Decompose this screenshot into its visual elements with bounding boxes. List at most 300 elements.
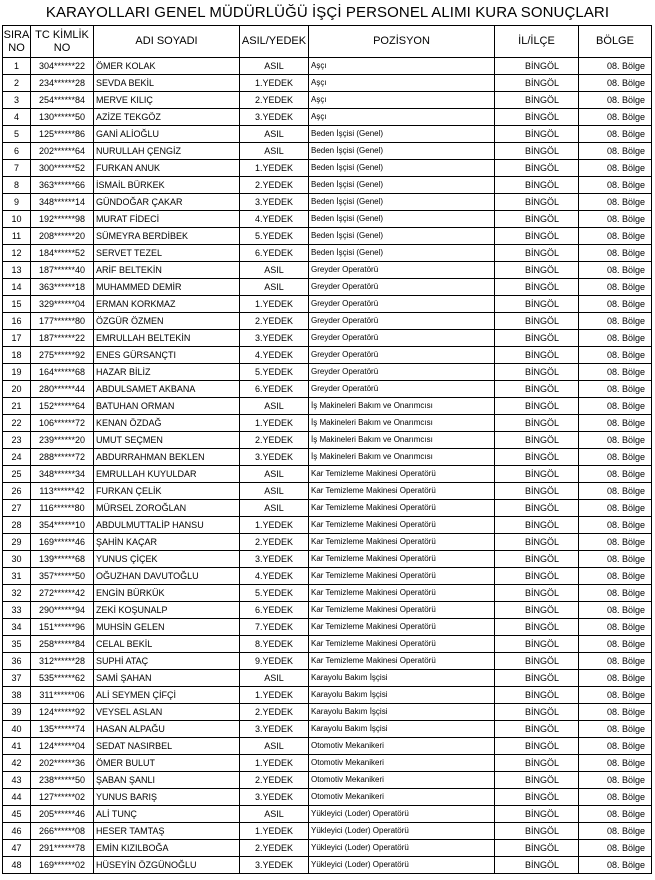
cell-pozisyon: Yükleyici (Loder) Operatörü [309,840,495,857]
cell-asil-yedek: ASIL [240,398,309,415]
cell-tc-kimlik-no: 290******94 [31,602,94,619]
table-row [3,143,652,160]
cell-il-ilce: BİNGÖL [495,364,579,381]
cell-tc-kimlik-no: 239******20 [31,432,94,449]
cell-sira-no: 24 [3,449,31,466]
cell-bolge: 08. Bölge [579,126,652,143]
cell-bolge: 08. Bölge [579,602,652,619]
cell-tc-kimlik-no: 304******22 [31,58,94,75]
cell-adi-soyadi: AZİZE TEKGÖZ [94,109,240,126]
cell-il-ilce: BİNGÖL [495,381,579,398]
cell-pozisyon: Beden İşçisi (Genel) [309,194,495,211]
cell-pozisyon: Greyder Operatörü [309,381,495,398]
cell-il-ilce: BİNGÖL [495,92,579,109]
cell-pozisyon: Yükleyici (Loder) Operatörü [309,823,495,840]
cell-asil-yedek: 4.YEDEK [240,211,309,228]
cell-bolge: 08. Bölge [579,177,652,194]
cell-tc-kimlik-no: 177******80 [31,313,94,330]
table-row [3,126,652,143]
cell-bolge: 08. Bölge [579,568,652,585]
table-row [3,653,652,670]
cell-pozisyon: Beden İşçisi (Genel) [309,126,495,143]
cell-pozisyon: Beden İşçisi (Genel) [309,211,495,228]
header-asil-yedek: ASIL/YEDEK [240,26,309,58]
cell-bolge: 08. Bölge [579,806,652,823]
table-row [3,857,652,874]
table-row [3,330,652,347]
table-row [3,279,652,296]
cell-adi-soyadi: BATUHAN ORMAN [94,398,240,415]
cell-il-ilce: BİNGÖL [495,296,579,313]
table-row [3,75,652,92]
cell-asil-yedek: 1.YEDEK [240,296,309,313]
cell-bolge: 08. Bölge [579,823,652,840]
cell-sira-no: 5 [3,126,31,143]
cell-bolge: 08. Bölge [579,398,652,415]
cell-pozisyon: Aşçı [309,109,495,126]
cell-il-ilce: BİNGÖL [495,177,579,194]
cell-tc-kimlik-no: 312******28 [31,653,94,670]
cell-bolge: 08. Bölge [579,636,652,653]
cell-pozisyon: Beden İşçisi (Genel) [309,177,495,194]
table-row [3,619,652,636]
cell-bolge: 08. Bölge [579,687,652,704]
table-row [3,364,652,381]
table-row [3,602,652,619]
cell-tc-kimlik-no: 254******84 [31,92,94,109]
cell-adi-soyadi: ARİF BELTEKİN [94,262,240,279]
table-row [3,415,652,432]
cell-pozisyon: Kar Temizleme Makinesi Operatörü [309,619,495,636]
cell-bolge: 08. Bölge [579,211,652,228]
table-row [3,704,652,721]
cell-il-ilce: BİNGÖL [495,109,579,126]
cell-tc-kimlik-no: 151******96 [31,619,94,636]
cell-pozisyon: Karayolu Bakım İşçisi [309,670,495,687]
cell-tc-kimlik-no: 106******72 [31,415,94,432]
table-row [3,381,652,398]
cell-pozisyon: İş Makineleri Bakım ve Onarımcısı [309,449,495,466]
cell-sira-no: 26 [3,483,31,500]
cell-tc-kimlik-no: 139******68 [31,551,94,568]
cell-pozisyon: İş Makineleri Bakım ve Onarımcısı [309,398,495,415]
table-row [3,789,652,806]
table-row [3,58,652,75]
cell-asil-yedek: 2.YEDEK [240,313,309,330]
cell-tc-kimlik-no: 348******34 [31,466,94,483]
cell-pozisyon: Otomotiv Mekanikeri [309,772,495,789]
cell-pozisyon: Yükleyici (Loder) Operatörü [309,806,495,823]
cell-il-ilce: BİNGÖL [495,483,579,500]
cell-pozisyon: İş Makineleri Bakım ve Onarımcısı [309,415,495,432]
cell-asil-yedek: 3.YEDEK [240,449,309,466]
cell-sira-no: 32 [3,585,31,602]
table-row [3,551,652,568]
cell-pozisyon: İş Makineleri Bakım ve Onarımcısı [309,432,495,449]
cell-asil-yedek: 3.YEDEK [240,109,309,126]
cell-bolge: 08. Bölge [579,330,652,347]
cell-bolge: 08. Bölge [579,483,652,500]
cell-asil-yedek: 2.YEDEK [240,177,309,194]
cell-bolge: 08. Bölge [579,517,652,534]
page-title: KARAYOLLARI GENEL MÜDÜRLÜĞÜ İŞÇİ PERSONEL ALIMI KURA SONUÇLARI [45,4,610,21]
cell-sira-no: 13 [3,262,31,279]
cell-bolge: 08. Bölge [579,653,652,670]
cell-bolge: 08. Bölge [579,415,652,432]
cell-il-ilce: BİNGÖL [495,738,579,755]
cell-adi-soyadi: MUHAMMED DEMİR [94,279,240,296]
cell-adi-soyadi: CELAL BEKİL [94,636,240,653]
cell-pozisyon: Beden İşçisi (Genel) [309,143,495,160]
cell-adi-soyadi: SÜMEYRA BERDİBEK [94,228,240,245]
table-row [3,738,652,755]
cell-pozisyon: Beden İşçisi (Genel) [309,228,495,245]
cell-adi-soyadi: SUPHİ ATAÇ [94,653,240,670]
table-row [3,483,652,500]
cell-asil-yedek: ASIL [240,279,309,296]
cell-adi-soyadi: KENAN ÖZDAĞ [94,415,240,432]
cell-bolge: 08. Bölge [579,585,652,602]
cell-asil-yedek: 2.YEDEK [240,534,309,551]
cell-il-ilce: BİNGÖL [495,279,579,296]
cell-sira-no: 33 [3,602,31,619]
cell-sira-no: 31 [3,568,31,585]
cell-asil-yedek: ASIL [240,483,309,500]
cell-sira-no: 35 [3,636,31,653]
table-row [3,755,652,772]
cell-tc-kimlik-no: 288******72 [31,449,94,466]
table-row [3,160,652,177]
cell-asil-yedek: 5.YEDEK [240,585,309,602]
cell-tc-kimlik-no: 116******80 [31,500,94,517]
cell-bolge: 08. Bölge [579,245,652,262]
header-pozisyon: POZİSYON [309,26,495,58]
cell-sira-no: 43 [3,772,31,789]
table-row [3,449,652,466]
table-row [3,245,652,262]
cell-pozisyon: Aşçı [309,92,495,109]
cell-pozisyon: Otomotiv Mekanikeri [309,755,495,772]
table-row [3,92,652,109]
cell-il-ilce: BİNGÖL [495,670,579,687]
cell-sira-no: 29 [3,534,31,551]
cell-sira-no: 42 [3,755,31,772]
cell-sira-no: 16 [3,313,31,330]
cell-asil-yedek: ASIL [240,262,309,279]
cell-il-ilce: BİNGÖL [495,228,579,245]
cell-pozisyon: Kar Temizleme Makinesi Operatörü [309,551,495,568]
cell-il-ilce: BİNGÖL [495,585,579,602]
cell-bolge: 08. Bölge [579,857,652,874]
cell-sira-no: 28 [3,517,31,534]
cell-il-ilce: BİNGÖL [495,211,579,228]
cell-il-ilce: BİNGÖL [495,313,579,330]
cell-bolge: 08. Bölge [579,432,652,449]
cell-tc-kimlik-no: 124******92 [31,704,94,721]
table-row [3,262,652,279]
cell-bolge: 08. Bölge [579,160,652,177]
cell-pozisyon: Greyder Operatörü [309,364,495,381]
cell-adi-soyadi: HASAN ALPAĞU [94,721,240,738]
cell-asil-yedek: 1.YEDEK [240,823,309,840]
cell-bolge: 08. Bölge [579,313,652,330]
cell-asil-yedek: 3.YEDEK [240,789,309,806]
cell-adi-soyadi: ŞABAN ŞANLI [94,772,240,789]
cell-adi-soyadi: ALİ SEYMEN ÇİFÇİ [94,687,240,704]
cell-adi-soyadi: ABDULSAMET AKBANA [94,381,240,398]
cell-adi-soyadi: GANİ ALİOĞLU [94,126,240,143]
cell-bolge: 08. Bölge [579,619,652,636]
cell-sira-no: 2 [3,75,31,92]
cell-bolge: 08. Bölge [579,670,652,687]
cell-asil-yedek: 2.YEDEK [240,432,309,449]
cell-il-ilce: BİNGÖL [495,245,579,262]
cell-pozisyon: Kar Temizleme Makinesi Operatörü [309,568,495,585]
cell-asil-yedek: 9.YEDEK [240,653,309,670]
cell-adi-soyadi: SAMİ ŞAHAN [94,670,240,687]
cell-pozisyon: Aşçı [309,75,495,92]
cell-asil-yedek: 4.YEDEK [240,568,309,585]
cell-adi-soyadi: HESER TAMTAŞ [94,823,240,840]
cell-asil-yedek: 2.YEDEK [240,840,309,857]
cell-sira-no: 22 [3,415,31,432]
cell-il-ilce: BİNGÖL [495,500,579,517]
cell-sira-no: 21 [3,398,31,415]
cell-bolge: 08. Bölge [579,551,652,568]
cell-bolge: 08. Bölge [579,143,652,160]
cell-tc-kimlik-no: 205******46 [31,806,94,823]
table-row [3,687,652,704]
cell-bolge: 08. Bölge [579,92,652,109]
cell-il-ilce: BİNGÖL [495,857,579,874]
table-row [3,500,652,517]
cell-pozisyon: Beden İşçisi (Genel) [309,245,495,262]
cell-sira-no: 7 [3,160,31,177]
cell-bolge: 08. Bölge [579,772,652,789]
cell-adi-soyadi: ALİ TUNÇ [94,806,240,823]
header-row [3,26,652,58]
cell-il-ilce: BİNGÖL [495,449,579,466]
cell-adi-soyadi: MÜRSEL ZOROĞLAN [94,500,240,517]
cell-asil-yedek: 2.YEDEK [240,92,309,109]
cell-sira-no: 23 [3,432,31,449]
cell-sira-no: 37 [3,670,31,687]
cell-il-ilce: BİNGÖL [495,704,579,721]
cell-tc-kimlik-no: 329******04 [31,296,94,313]
cell-sira-no: 36 [3,653,31,670]
cell-asil-yedek: 1.YEDEK [240,517,309,534]
cell-il-ilce: BİNGÖL [495,75,579,92]
cell-adi-soyadi: ABDULMUTTALİP HANSU [94,517,240,534]
table-row [3,840,652,857]
cell-bolge: 08. Bölge [579,347,652,364]
cell-tc-kimlik-no: 130******50 [31,109,94,126]
cell-asil-yedek: 5.YEDEK [240,228,309,245]
cell-il-ilce: BİNGÖL [495,347,579,364]
cell-asil-yedek: 5.YEDEK [240,364,309,381]
cell-sira-no: 17 [3,330,31,347]
cell-asil-yedek: 2.YEDEK [240,772,309,789]
table-row [3,670,652,687]
cell-il-ilce: BİNGÖL [495,415,579,432]
cell-pozisyon: Kar Temizleme Makinesi Operatörü [309,500,495,517]
cell-adi-soyadi: FURKAN ÇELİK [94,483,240,500]
cell-il-ilce: BİNGÖL [495,755,579,772]
cell-il-ilce: BİNGÖL [495,806,579,823]
cell-pozisyon: Kar Temizleme Makinesi Operatörü [309,534,495,551]
cell-pozisyon: Greyder Operatörü [309,296,495,313]
cell-adi-soyadi: SEVDA BEKİL [94,75,240,92]
cell-asil-yedek: ASIL [240,738,309,755]
table-row [3,432,652,449]
cell-adi-soyadi: OĞUZHAN DAVUTOĞLU [94,568,240,585]
cell-asil-yedek: ASIL [240,466,309,483]
cell-tc-kimlik-no: 535******62 [31,670,94,687]
cell-adi-soyadi: YUNUS BARIŞ [94,789,240,806]
cell-bolge: 08. Bölge [579,194,652,211]
cell-adi-soyadi: ENGİN BÜRKÜK [94,585,240,602]
cell-sira-no: 41 [3,738,31,755]
cell-pozisyon: Kar Temizleme Makinesi Operatörü [309,585,495,602]
cell-asil-yedek: ASIL [240,126,309,143]
cell-bolge: 08. Bölge [579,721,652,738]
table-row [3,534,652,551]
cell-tc-kimlik-no: 354******10 [31,517,94,534]
cell-adi-soyadi: ÖMER BULUT [94,755,240,772]
cell-bolge: 08. Bölge [579,449,652,466]
cell-tc-kimlik-no: 208******20 [31,228,94,245]
table-row [3,194,652,211]
cell-tc-kimlik-no: 258******84 [31,636,94,653]
cell-adi-soyadi: YUNUS ÇİÇEK [94,551,240,568]
cell-il-ilce: BİNGÖL [495,840,579,857]
cell-bolge: 08. Bölge [579,840,652,857]
cell-il-ilce: BİNGÖL [495,330,579,347]
cell-il-ilce: BİNGÖL [495,568,579,585]
cell-asil-yedek: 1.YEDEK [240,755,309,772]
cell-bolge: 08. Bölge [579,364,652,381]
cell-tc-kimlik-no: 164******68 [31,364,94,381]
table-row [3,636,652,653]
cell-adi-soyadi: ERMAN KORKMAZ [94,296,240,313]
cell-sira-no: 40 [3,721,31,738]
cell-sira-no: 27 [3,500,31,517]
cell-adi-soyadi: ÖMER KOLAK [94,58,240,75]
cell-pozisyon: Kar Temizleme Makinesi Operatörü [309,636,495,653]
cell-bolge: 08. Bölge [579,755,652,772]
cell-tc-kimlik-no: 202******36 [31,755,94,772]
cell-sira-no: 9 [3,194,31,211]
cell-il-ilce: BİNGÖL [495,534,579,551]
cell-tc-kimlik-no: 202******64 [31,143,94,160]
cell-bolge: 08. Bölge [579,704,652,721]
cell-adi-soyadi: MERVE KILIÇ [94,92,240,109]
cell-adi-soyadi: MUHSİN GELEN [94,619,240,636]
cell-sira-no: 46 [3,823,31,840]
cell-pozisyon: Greyder Operatörü [309,313,495,330]
table-row [3,585,652,602]
cell-pozisyon: Yükleyici (Loder) Operatörü [309,857,495,874]
cell-tc-kimlik-no: 238******50 [31,772,94,789]
cell-pozisyon: Karayolu Bakım İşçisi [309,704,495,721]
cell-il-ilce: BİNGÖL [495,619,579,636]
cell-adi-soyadi: ZEKİ KOŞUNALP [94,602,240,619]
cell-tc-kimlik-no: 363******66 [31,177,94,194]
cell-il-ilce: BİNGÖL [495,398,579,415]
cell-sira-no: 48 [3,857,31,874]
cell-tc-kimlik-no: 135******74 [31,721,94,738]
table-row [3,313,652,330]
header-il-ilce: İL/İLÇE [495,26,579,58]
cell-asil-yedek: 1.YEDEK [240,415,309,432]
cell-bolge: 08. Bölge [579,534,652,551]
cell-asil-yedek: 6.YEDEK [240,602,309,619]
cell-asil-yedek: ASIL [240,670,309,687]
cell-sira-no: 18 [3,347,31,364]
cell-tc-kimlik-no: 192******98 [31,211,94,228]
cell-adi-soyadi: ABDURRAHMAN BEKLEN [94,449,240,466]
cell-tc-kimlik-no: 357******50 [31,568,94,585]
cell-il-ilce: BİNGÖL [495,653,579,670]
cell-tc-kimlik-no: 363******18 [31,279,94,296]
cell-pozisyon: Kar Temizleme Makinesi Operatörü [309,466,495,483]
cell-bolge: 08. Bölge [579,296,652,313]
cell-asil-yedek: 2.YEDEK [240,704,309,721]
header-sira-no: SIRA NO [3,26,31,58]
cell-adi-soyadi: İSMAİL BÜRKEK [94,177,240,194]
cell-sira-no: 39 [3,704,31,721]
cell-pozisyon: Kar Temizleme Makinesi Operatörü [309,517,495,534]
cell-adi-soyadi: MURAT FİDECİ [94,211,240,228]
table-row [3,347,652,364]
cell-adi-soyadi: ÖZGÜR ÖZMEN [94,313,240,330]
cell-asil-yedek: 3.YEDEK [240,194,309,211]
cell-sira-no: 4 [3,109,31,126]
cell-asil-yedek: 3.YEDEK [240,551,309,568]
cell-tc-kimlik-no: 300******52 [31,160,94,177]
cell-sira-no: 30 [3,551,31,568]
cell-pozisyon: Otomotiv Mekanikeri [309,789,495,806]
cell-il-ilce: BİNGÖL [495,126,579,143]
table-row [3,823,652,840]
cell-pozisyon: Karayolu Bakım İşçisi [309,721,495,738]
cell-bolge: 08. Bölge [579,279,652,296]
cell-il-ilce: BİNGÖL [495,636,579,653]
cell-pozisyon: Greyder Operatörü [309,262,495,279]
cell-adi-soyadi: GÜNDOĞAR ÇAKAR [94,194,240,211]
cell-sira-no: 34 [3,619,31,636]
table-row [3,296,652,313]
cell-sira-no: 11 [3,228,31,245]
header-adi-soyadi: ADI SOYADI [94,26,240,58]
cell-adi-soyadi: SERVET TEZEL [94,245,240,262]
cell-pozisyon: Otomotiv Mekanikeri [309,738,495,755]
cell-tc-kimlik-no: 234******28 [31,75,94,92]
cell-bolge: 08. Bölge [579,381,652,398]
header-tc-kimlik-no: TC KİMLİK NO [31,26,94,58]
cell-il-ilce: BİNGÖL [495,721,579,738]
cell-bolge: 08. Bölge [579,262,652,279]
table-row [3,806,652,823]
table-body [3,58,652,874]
cell-tc-kimlik-no: 280******44 [31,381,94,398]
cell-adi-soyadi: SEDAT NASIRBEL [94,738,240,755]
cell-sira-no: 15 [3,296,31,313]
cell-bolge: 08. Bölge [579,789,652,806]
table-row [3,109,652,126]
cell-sira-no: 3 [3,92,31,109]
table-row [3,466,652,483]
